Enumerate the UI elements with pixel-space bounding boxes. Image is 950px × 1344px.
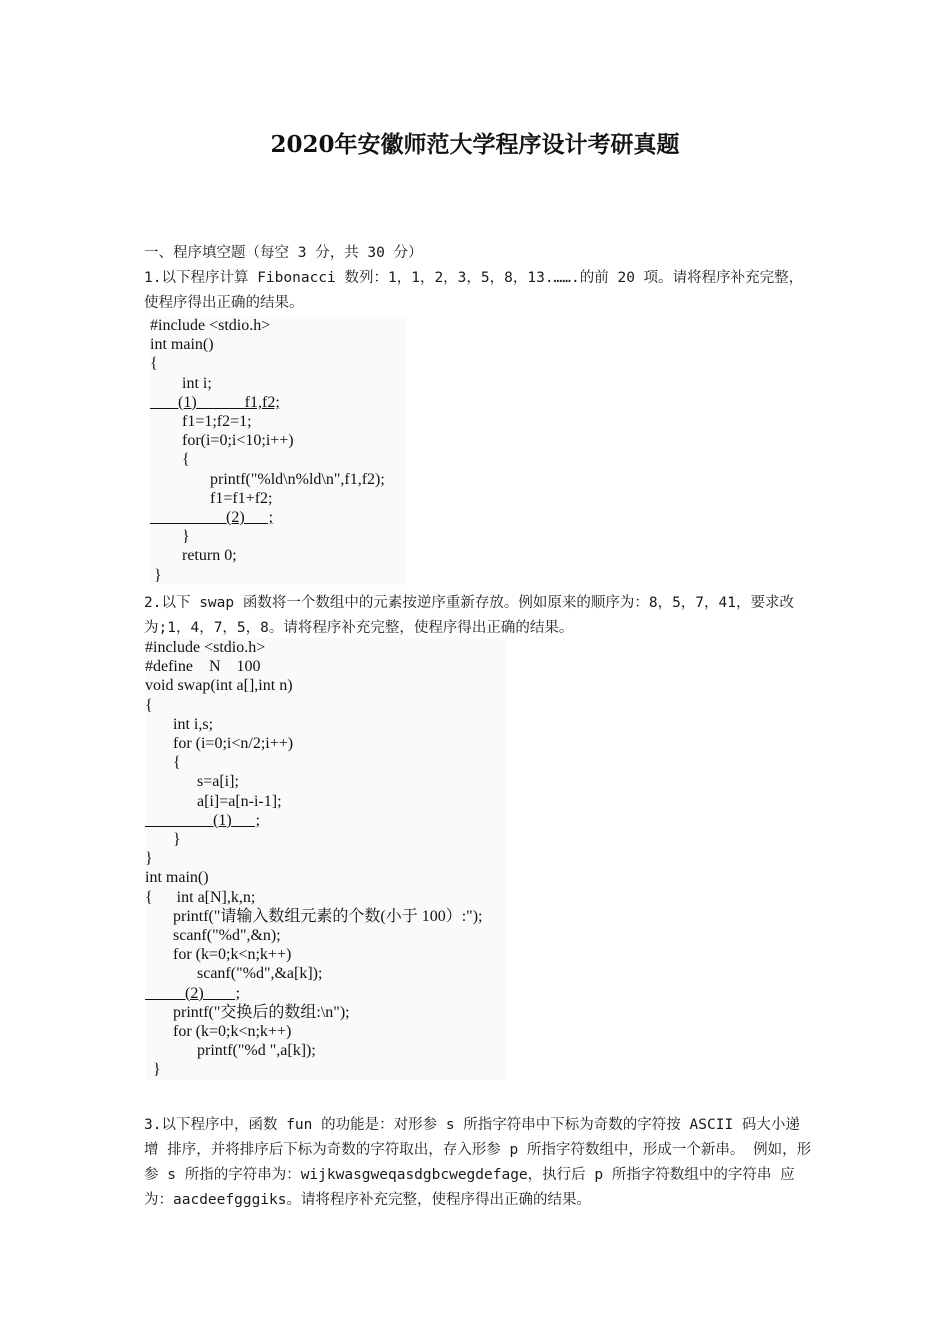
code-line: } (150, 528, 190, 546)
code-line: { (150, 451, 190, 469)
code-line: f1=1;f2=1; (150, 413, 252, 431)
code-line: scanf("%d",&a[k]); (145, 965, 323, 983)
code-line: #define N 100 (145, 658, 261, 676)
code-line: } (145, 850, 153, 868)
blank-1: (1) f1,f2; (150, 393, 280, 411)
code-line: int i; (150, 374, 212, 392)
code-line: s=a[i]; (145, 773, 239, 791)
question-1-text: 1.以下程序计算 Fibonacci 数列：1，1，2，3，5，8，13.…….的前 20 项。请将程序补充完整，使程序得出正确的结果。 (144, 270, 804, 311)
code-line: { int a[N],k,n; (145, 888, 256, 906)
code-line: int main() (150, 336, 214, 354)
code-line: printf("%d ",a[k]); (145, 1042, 316, 1060)
code-line: return 0; (150, 547, 237, 565)
code-line: printf("请输入数组元素的个数(小于 100）:"); (145, 907, 483, 925)
code-line: printf("%ld\n%ld\n",f1,f2); (150, 470, 385, 488)
code-line: #include <stdio.h> (145, 639, 266, 656)
blank-2: (2) ; (145, 984, 241, 1002)
code-line: for (k=0;k<n;k++) (145, 946, 292, 964)
code-line: } (145, 1061, 161, 1079)
blank-2: (2) ; (150, 509, 274, 527)
code-line: { (145, 754, 181, 772)
question-1-code (150, 316, 406, 585)
code-line: scanf("%d",&n); (145, 927, 281, 945)
code-line: for (i=0;i<n/2;i++) (145, 735, 294, 753)
question-3-text: 3.以下程序中，函数 fun 的功能是：对形参 s 所指字符串中下标为奇数的字符按 ASCII 码大小递增 排序，并将排序后下标为奇数的字符取出，存入形参 p 所指字符数组中，形成一个新串。 例如，形参 s 所指的字符串为：wijkwasgweqasdgbcwegdefage，执行后 p 所指字符数组中的字符串 应为：aacdeefgggiks。请将程序补充完整，使程序得出正确的结果。 (144, 1117, 812, 1208)
code-line: a[i]=a[n-i-1]; (145, 792, 282, 810)
code-line: void swap(int a[],int n) (145, 677, 293, 695)
code-line: for (k=0;k<n;k++) (145, 1023, 292, 1041)
code-line: } (150, 566, 162, 584)
section-heading: 一、程序填空题（每空 3 分，共 30 分） (144, 245, 423, 261)
code-line: } (145, 831, 181, 849)
code-line: f1=f1+f2; (150, 489, 273, 507)
question-2-code (145, 638, 507, 1080)
code-line: printf("交换后的数组:\n"); (145, 1003, 350, 1021)
code-line: { (145, 696, 153, 714)
code-line: for(i=0;i<10;i++) (150, 432, 294, 450)
code-line: int i,s; (145, 715, 214, 733)
document-title: 2020年安徽师范大学程序设计考研真题 (270, 131, 680, 158)
code-line: #include <stdio.h> (150, 317, 271, 334)
question-2-text: 2.以下 swap 函数将一个数组中的元素按逆序重新存放。例如原来的顺序为：8，5，7，41，要求改为;1，4，7，5，8。请将程序补充完整，使程序得出正确的结果。 (144, 595, 794, 636)
code-line: { (150, 355, 158, 373)
blank-1: (1) ; (145, 811, 261, 829)
code-line: int main() (145, 869, 209, 887)
